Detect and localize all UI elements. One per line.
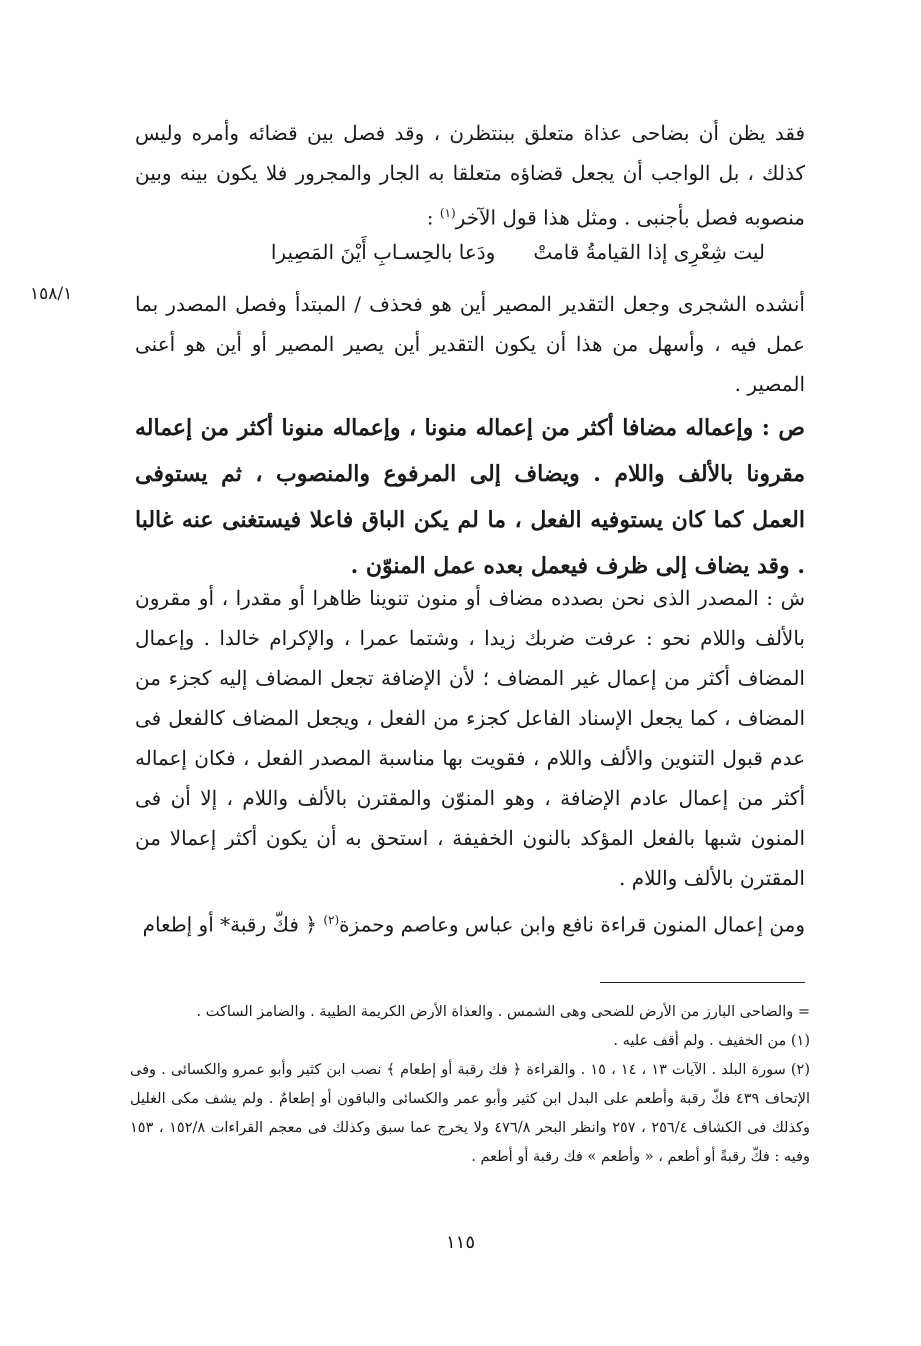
verse-second-hemistich: ودَعا بالحِسـابِ أَيْنَ المَصِيرا bbox=[270, 240, 496, 264]
verse-first-hemistich: ليت شِعْرِى إذا القيامةُ قامتْ bbox=[533, 240, 765, 264]
paragraph-5-end: ﴿ فكّ رقبة* أو إطعام bbox=[142, 912, 324, 937]
paragraph-5-text: ومن إعمال المنون قراءة نافع وابن عباس وعاصم وحمزة bbox=[339, 912, 805, 937]
poetry-verse bbox=[135, 232, 805, 272]
paragraph-1-end: : bbox=[426, 205, 440, 230]
paragraph-1-text: فقد يظن أن بضاحى عذاة متعلق ببنتظرن ، وقد فصل بين قضائه وأمره وليس كذلك ، بل الواجب أن يجعل قضاؤه متعلقا به الجار والمجرور فلا يكون بينه وبين منصوبه فصل بأجنبى . ومثل هذا قول الآخر bbox=[135, 121, 805, 230]
paragraph-4: ش : المصدر الذى نحن بصدده مضاف أو منون تنوينا ظاهرا أو مقدرا ، أو مقرون بالألف واللام نحو : عرفت ضربك زيدا ، وشتما عمرا ، والإكرام خالدا . وإعمال المضاف أكثر من إعمال غير المضاف ؛ لأن الإضافة تجعل المضاف إليه كجزء من المضاف ، كما يجعل الإسناد الفاعل كجزء من الفعل ، ويجعل المضاف كالفعل فى عدم قبول التنوين والألف واللام ، فقويت بها مناسبة المصدر الفعل ، فكان إعماله أكثر من إعمال عادم الإضافة ، وهو المنوّن والمقترن بالألف واللام ، إلا أن فى المنون شبها بالفعل المؤكد بالنون الخفيفة ، استحق به أن يكون أكثر إعمالا من المقترن بالألف واللام . bbox=[135, 586, 805, 890]
page-number: ١١٥ bbox=[445, 1232, 475, 1253]
paragraph-5 bbox=[135, 900, 805, 945]
paragraph-1 bbox=[135, 113, 805, 238]
footnote-1: (١) من الخفيف . ولم أقف عليه . bbox=[613, 1033, 810, 1049]
footnote-continuation: = والضاحى البارز من الأرض للضحى وهى الشمس . والعذاة الأرض الكريمة الطيبة . والضامز الساكت . bbox=[196, 1004, 810, 1020]
paragraph-2: أنشده الشجرى وجعل التقدير المصير أين هو فحذف / المبتدأ وفصل المصدر بما عمل فيه ، وأسهل من هذا أن يكون التقدير أين يصير المصير أو أين هو أعنى المصير . bbox=[135, 292, 805, 396]
footnote-ref-2: (٢) bbox=[323, 913, 340, 927]
footnote-2: (٢) سورة البلد . الآيات ١٣ ، ١٤ ، ١٥ . والقراءة ﴿ فك رقبة أو إطعام ﴾ نصب ابن كثير وأبو عمرو والكسائى . وفى الإتحاف ٤٣٩ فكّ رقبة وأطعم على البدل ابن كثير وأبو عمر والكسائى والباقون أو إطعامٌ . ولم يشف مكى الغليل وكذلك فى الكشاف ٢٥٦/٤ ، ٢٥٧ وانظر البحر ٤٧٦/٨ ولا يخرج عما سبق وكذلك فى معجم القراءات ١٥٢/٨ ، ١٥٣ وفيه : فكّ رقبةً أو أطعم ، « وأطعم » فك رقبة أو أطعم . bbox=[130, 1062, 811, 1165]
footnote-divider bbox=[600, 982, 805, 983]
footnotes bbox=[130, 998, 810, 1172]
margin-page-reference: ١٥٨/١ bbox=[30, 284, 73, 304]
paragraph-3-bold: ص : وإعماله مضافا أكثر من إعماله منونا ، وإعماله منونا أكثر من إعماله مقرونا بالألف واللام . ويضاف إلى المرفوع والمنصوب ، ثم يستوفى العمل كما كان يستوفيه الفعل ، ما لم يكن الباق فاعلا فيستغنى عنه غالبا . وقد يضاف إلى ظرف فيعمل بعده عمل المنوّن . bbox=[135, 415, 805, 579]
footnote-ref-1: (١) bbox=[439, 206, 456, 220]
